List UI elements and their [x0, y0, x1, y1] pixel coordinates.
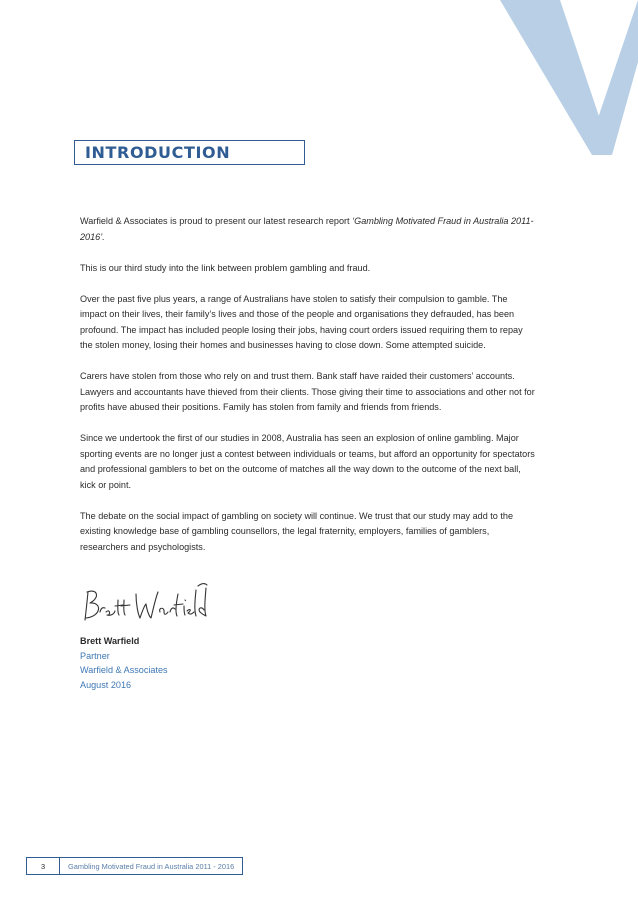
- paragraph-1: [80, 214, 535, 245]
- signatory-date: August 2016: [80, 679, 132, 690]
- signature-underline: [198, 584, 207, 586]
- watermark-left-stroke: [500, 0, 612, 155]
- signature-stroke: [100, 600, 130, 615]
- paragraph-5: Since we undertook the first of our studies in 2008, Australia has seen an explosion of online gambling. Major sporting events are no longer just a contest between individuals or teams, but afford an opportunity for spectators and professional gamblers to bet on the outcome of matches all the way down to the outcome of the next ball, kick or point.: [80, 433, 535, 490]
- intro-body: [80, 214, 535, 571]
- signatory-company: Warfield & Associates: [80, 665, 168, 675]
- page-footer: [26, 857, 243, 875]
- paragraph-1-text: Warfield & Associates is proud to present our latest research report: [80, 216, 353, 226]
- paragraph-2: This is our third study into the link between problem gambling and fraud.: [80, 262, 371, 273]
- footer-title: Gambling Motivated Fraud in Australia 2011 - 2016: [68, 861, 235, 871]
- paragraph-4: Carers have stolen from those who rely on and trust them. Bank staff have raided their customers’ accounts. Lawyers and accountants have thieved from their clients. Those giving their time to associations and other not for profits have abused their positions. Family has stolen from family and friends from friends.: [80, 371, 535, 412]
- handwritten-signature: [78, 578, 218, 628]
- paragraph-6: The debate on the social impact of gambling on society will continue. We trust that our study may add to the existing knowledge base of gambling counsellors, the legal fraternity, employers, families of gamblers, researchers and psychologists.: [80, 510, 514, 552]
- signature-stroke: [85, 591, 99, 620]
- page-number: 3: [27, 858, 60, 874]
- signature-stroke: [160, 588, 206, 616]
- section-title-box: [74, 140, 305, 165]
- watermark-right-stroke: [598, 0, 638, 155]
- signature-block: [80, 634, 168, 692]
- paragraph-3: Over the past five plus years, a range of Australians have stolen to satisfy their compulsion to gamble. The impact on their lives, their family’s lives and those of the people and organisations they defrauded, has been profound. The impact has included people losing their jobs, having court orders issued requiring them to repay the stolen money, losing their homes and businesses having to close down. Some attempted suicide.: [80, 293, 523, 350]
- report-title: ‘Gambling Motivated Fraud in Australia 2011-2016’.: [80, 216, 534, 242]
- signatory-name: Brett Warfield: [80, 636, 140, 646]
- signatory-role: Partner: [80, 650, 110, 661]
- signature-stroke: [136, 592, 158, 618]
- page-title: INTRODUCTION: [85, 143, 231, 162]
